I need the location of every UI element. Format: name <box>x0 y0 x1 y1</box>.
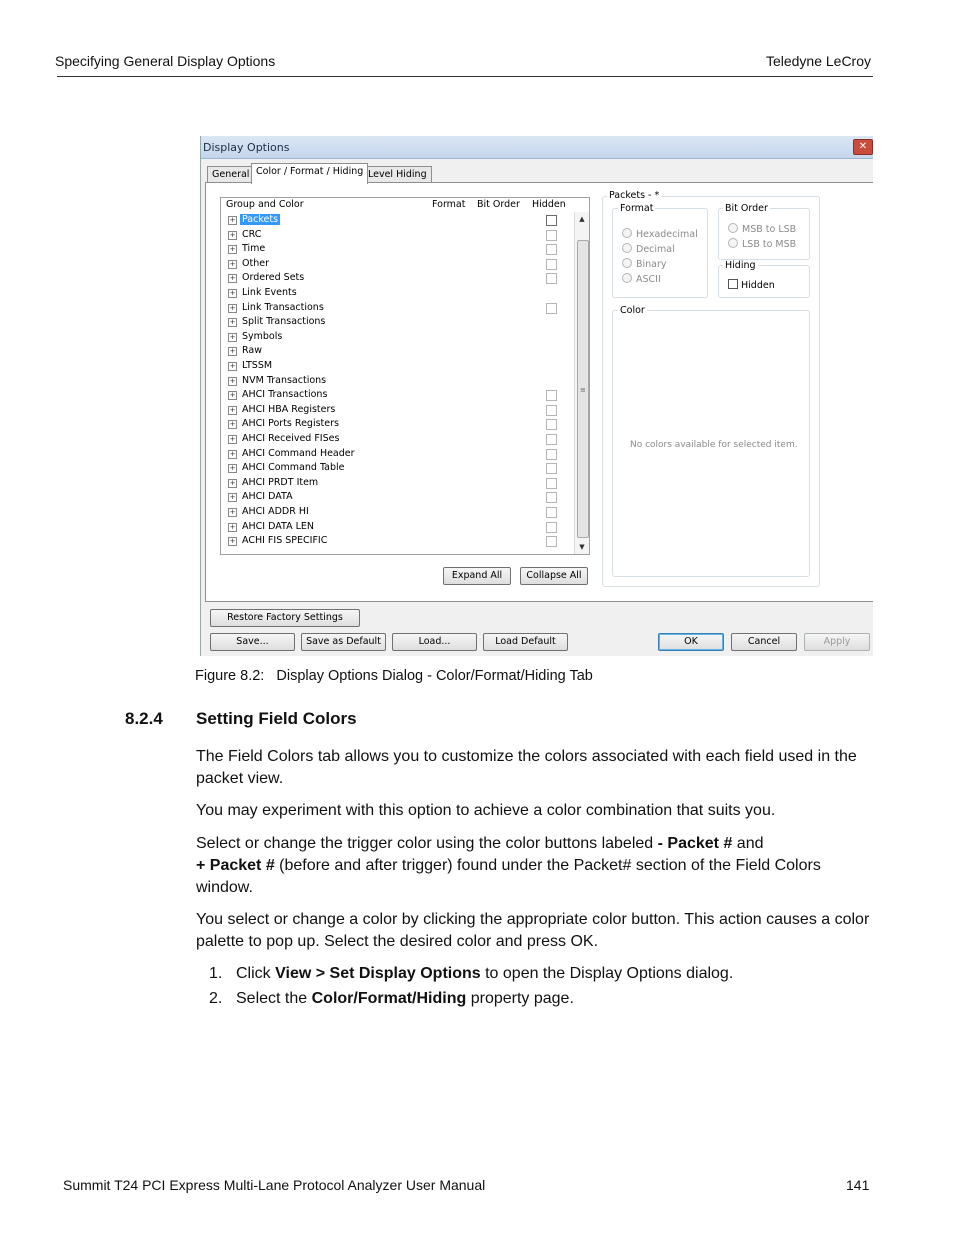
tree-row[interactable] <box>221 447 573 462</box>
expand-icon[interactable]: + <box>229 216 236 224</box>
tree-row-label[interactable]: AHCI Command Header <box>242 447 355 459</box>
hidden-row-checkbox[interactable] <box>546 492 557 503</box>
tree-row[interactable] <box>221 242 573 257</box>
restore-factory-settings-button[interactable]: Restore Factory Settings <box>210 609 360 627</box>
paragraph-3 <box>196 833 876 899</box>
tree-row[interactable] <box>221 286 573 301</box>
hidden-row-checkbox[interactable] <box>546 478 557 489</box>
expand-icon[interactable]: + <box>229 332 236 341</box>
format-decimal-radio[interactable] <box>622 243 675 255</box>
step-1-number: 1. <box>209 965 223 982</box>
load-button[interactable]: Load... <box>392 633 477 651</box>
col-bit-order[interactable]: Bit Order <box>477 199 520 210</box>
expand-icon[interactable]: + <box>229 537 236 546</box>
tree-row-label[interactable]: AHCI Ports Registers <box>242 418 339 430</box>
minus-packet-label: - Packet # <box>657 835 733 852</box>
format-group <box>612 203 708 298</box>
expand-icon[interactable]: + <box>229 478 236 487</box>
tree-row-label[interactable]: AHCI PRDT Item <box>242 476 319 488</box>
tree-row[interactable] <box>221 476 573 491</box>
color-group-title: Color <box>620 305 645 316</box>
paragraph-3-text-e: (before and after trigger) found under the Packet# section of the Field Colors window. <box>196 857 821 896</box>
section-number: 8.2.4 <box>125 709 163 728</box>
hidden-row-checkbox[interactable] <box>546 303 557 314</box>
step-2 <box>209 990 574 1008</box>
group-color-tree <box>220 197 590 555</box>
expand-icon[interactable]: + <box>229 318 236 327</box>
tree-row-label[interactable]: Raw <box>242 345 262 357</box>
expand-icon[interactable]: + <box>229 522 236 531</box>
tree-row[interactable] <box>221 490 573 505</box>
expand-icon[interactable]: + <box>229 449 236 458</box>
expand-icon[interactable]: + <box>229 259 236 268</box>
grip-icon: ≡ <box>580 386 586 394</box>
paragraph-3-text-a: Select or change the trigger color using the color buttons labeled <box>196 835 658 852</box>
step-1 <box>209 965 734 983</box>
msb-to-lsb-label: MSB to LSB <box>742 224 797 235</box>
tab-general[interactable]: General <box>207 166 254 183</box>
format-binary-label: Binary <box>636 259 667 270</box>
expand-icon[interactable]: + <box>229 391 236 400</box>
lsb-to-msb-radio[interactable] <box>728 238 796 250</box>
hidden-row-checkbox[interactable] <box>546 449 557 460</box>
hidden-row-checkbox[interactable] <box>546 434 557 445</box>
format-hexadecimal-label: Hexadecimal <box>636 229 698 240</box>
section-title: Setting Field Colors <box>196 709 357 728</box>
save-button[interactable]: Save... <box>210 633 295 651</box>
expand-icon[interactable]: + <box>229 289 236 297</box>
tree-row[interactable] <box>221 520 573 535</box>
tab-color-format-hiding[interactable]: Color / Format / Hiding <box>251 163 368 184</box>
scroll-thumb[interactable] <box>577 240 589 538</box>
hidden-row-checkbox[interactable] <box>546 215 557 226</box>
hidden-checkbox-label: Hidden <box>741 280 775 291</box>
tree-row-label[interactable]: Link Events <box>242 287 297 298</box>
expand-icon[interactable]: + <box>229 508 236 516</box>
step-2-text-c: property page. <box>466 990 574 1007</box>
expand-icon[interactable]: + <box>229 405 236 414</box>
figure-caption: Figure 8.2: Display Options Dialog - Color/Format/Hiding Tab <box>195 668 593 684</box>
tree-row[interactable] <box>221 461 573 476</box>
msb-to-lsb-radio[interactable] <box>728 223 796 235</box>
step-1-text-c: to open the Display Options dialog. <box>480 965 734 982</box>
format-decimal-label: Decimal <box>636 244 675 255</box>
step-1-text-a: Click <box>236 965 276 982</box>
tree-row-label[interactable]: Symbols <box>242 330 283 342</box>
hidden-row-checkbox[interactable] <box>546 259 557 270</box>
hiding-group-title: Hiding <box>725 260 756 271</box>
step-2-number: 2. <box>209 990 223 1007</box>
tree-row-label[interactable]: Ordered Sets <box>242 272 305 284</box>
tree-row-label[interactable]: Packets <box>242 214 279 225</box>
running-header-right: Teledyne LeCroy <box>765 53 871 69</box>
paragraph-3-text-c: and <box>732 835 764 852</box>
tree-scrollbar[interactable] <box>574 212 589 554</box>
tree-row[interactable] <box>221 213 573 228</box>
tree-row[interactable] <box>221 228 573 243</box>
step-2-text-a: Select the <box>236 990 312 1007</box>
scroll-up-icon[interactable]: ▲ <box>579 215 585 223</box>
tree-row-label[interactable]: Link Transactions <box>242 301 324 313</box>
expand-icon[interactable]: + <box>229 376 236 385</box>
hidden-row-checkbox[interactable] <box>546 230 557 241</box>
tree-row-label[interactable]: ACHI FIS SPECIFIC <box>242 535 328 547</box>
hidden-row-checkbox[interactable] <box>546 522 557 533</box>
tree-row-label[interactable]: Time <box>242 243 266 255</box>
expand-icon[interactable]: + <box>229 362 236 370</box>
scroll-down-icon[interactable]: ▼ <box>579 543 585 551</box>
dialog-titlebar <box>201 136 873 159</box>
tree-row[interactable] <box>221 374 573 389</box>
tree-header <box>221 198 573 211</box>
dialog-title: Display Options <box>203 141 290 154</box>
format-ascii-radio[interactable] <box>622 273 661 285</box>
format-ascii-label: ASCII <box>636 274 661 285</box>
tree-row-label[interactable]: AHCI Received FISes <box>242 433 340 444</box>
hidden-row-checkbox[interactable] <box>546 405 557 416</box>
paragraph-4: You select or change a color by clicking the appropriate color button. This action causes a color palette to pop up. Select the desired color and press OK. <box>196 911 870 950</box>
tree-row[interactable] <box>221 301 573 316</box>
tree-row[interactable] <box>221 505 573 520</box>
display-options-dialog <box>200 136 873 656</box>
col-format[interactable]: Format <box>432 199 466 210</box>
tree-row[interactable] <box>221 417 573 432</box>
tree-row-label[interactable]: Split Transactions <box>242 316 326 328</box>
bit-order-group-title: Bit Order <box>725 203 768 214</box>
footer-page-number: 141 <box>846 1177 870 1193</box>
expand-icon[interactable]: + <box>229 493 236 502</box>
hidden-row-checkbox[interactable] <box>546 536 557 547</box>
tree-row[interactable] <box>221 403 573 418</box>
tab-panel <box>205 182 873 602</box>
load-default-button[interactable]: Load Default <box>483 633 568 651</box>
apply-button[interactable]: Apply <box>804 633 870 651</box>
tree-row[interactable] <box>221 432 573 447</box>
color-group <box>612 305 810 577</box>
no-colors-message: No colors available for selected item. <box>630 440 798 450</box>
tree-row[interactable] <box>221 330 573 345</box>
lsb-to-msb-label: LSB to MSB <box>742 239 797 250</box>
format-binary-radio[interactable] <box>622 258 667 270</box>
col-group-and-color[interactable]: Group and Color <box>226 199 304 210</box>
tree-row[interactable] <box>221 359 573 374</box>
tree-row-label[interactable]: Other <box>242 257 269 269</box>
plus-packet-label: + Packet # <box>196 857 275 874</box>
tree-row-label[interactable]: AHCI HBA Registers <box>242 403 336 415</box>
hidden-row-checkbox[interactable] <box>546 244 557 255</box>
tab-level-hiding[interactable]: Level Hiding <box>363 166 432 183</box>
step-1-menu-path: View > Set Display Options <box>275 965 481 982</box>
hidden-checkbox[interactable] <box>728 279 775 291</box>
running-header-left: Specifying General Display Options <box>55 53 276 69</box>
collapse-all-button[interactable]: Collapse All <box>520 567 588 585</box>
tree-row-label[interactable]: AHCI Command Table <box>242 462 345 474</box>
paragraph-2: You may experiment with this option to achieve a color combination that suits you. <box>196 802 776 819</box>
step-2-page-name: Color/Format/Hiding <box>311 990 467 1007</box>
expand-icon[interactable]: + <box>229 245 236 254</box>
cancel-button[interactable]: Cancel <box>731 633 797 651</box>
hidden-row-checkbox[interactable] <box>546 419 557 430</box>
paragraph-1: The Field Colors tab allows you to customize the colors associated with each field used in the packet view. <box>196 748 857 787</box>
tree-row-label[interactable]: LTSSM <box>242 360 273 371</box>
expand-icon[interactable]: + <box>229 303 236 312</box>
expand-icon[interactable]: + <box>229 230 236 239</box>
tree-row[interactable] <box>221 388 573 403</box>
tree-row[interactable] <box>221 534 573 549</box>
hidden-row-checkbox[interactable] <box>546 390 557 401</box>
col-hidden[interactable]: Hidden <box>532 199 566 210</box>
expand-icon[interactable]: + <box>229 420 236 429</box>
hidden-row-checkbox[interactable] <box>546 507 557 518</box>
save-as-default-button[interactable]: Save as Default <box>301 633 386 651</box>
header-rule <box>57 76 873 77</box>
tree-row-label[interactable]: CRC <box>242 228 262 240</box>
expand-all-button[interactable]: Expand All <box>443 567 511 585</box>
hidden-row-checkbox[interactable] <box>546 273 557 284</box>
footer-manual-title: Summit T24 PCI Express Multi-Lane Protocol Analyzer User Manual <box>63 1177 486 1193</box>
ok-button[interactable]: OK <box>658 633 724 651</box>
tree-row-label[interactable]: AHCI DATA LEN <box>242 520 314 532</box>
tree-row[interactable] <box>221 315 573 330</box>
format-hexadecimal-radio[interactable] <box>622 228 698 240</box>
expand-icon[interactable]: + <box>229 435 236 443</box>
expand-icon[interactable]: + <box>229 464 236 473</box>
hidden-row-checkbox[interactable] <box>546 463 557 474</box>
tree-row-label[interactable]: AHCI ADDR HI <box>242 506 309 517</box>
expand-icon[interactable]: + <box>229 274 236 283</box>
tree-row-label[interactable]: AHCI DATA <box>242 491 293 503</box>
tree-row-label[interactable]: NVM Transactions <box>242 374 327 386</box>
tree-row[interactable] <box>221 257 573 272</box>
tree-row[interactable] <box>221 271 573 286</box>
bit-order-group <box>718 203 810 260</box>
close-icon[interactable]: ✕ <box>853 139 873 155</box>
expand-icon[interactable]: + <box>229 347 236 356</box>
tree-row[interactable] <box>221 344 573 359</box>
hiding-group <box>718 260 810 298</box>
tree-row-label[interactable]: AHCI Transactions <box>242 389 328 401</box>
format-group-title: Format <box>620 203 654 214</box>
packets-group-title: Packets - * <box>609 190 660 201</box>
